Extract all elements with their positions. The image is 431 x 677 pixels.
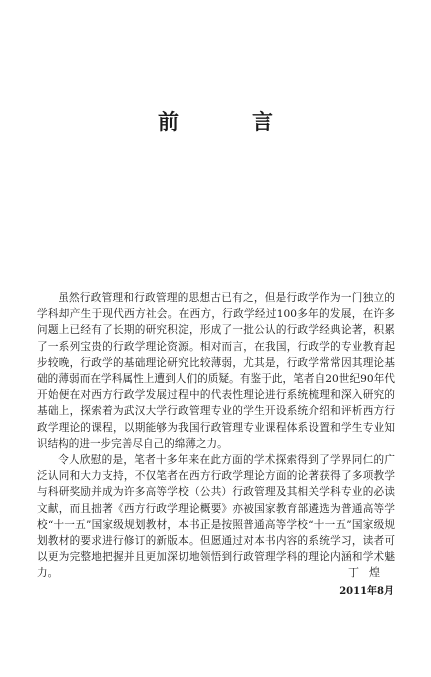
page-title: 前 言 <box>158 110 299 134</box>
paragraph-1: 虽然行政管理和行政管理的思想古已有之，但是行政学作为一门独立的学科却产生于现代西方社会。在西方，行政学经过100多年的发展，在许多问题上已经有了长期的研究积淀，形成了一批公认的行政学经典论著，积累了一系列宝贵的行政学理论资源。相对而言，在我国，行政学的专业教育起步较晚，行政学的基础理论研究比较薄弱，尤其是，行政学常常因其理论基础的薄弱而在学科属性上遭到人们的质疑。有鉴于此，笔者自20世纪90年代开始便在对西方行政学发展过程中的代表性理论进行系统梳理和深入研究的基础上，探索着为武汉大学行政管理专业的学生开设系统介绍和评析西方行政学理论的课程，以期能够为我国行政管理专业课程体系设置和学生专业知识结构的进一步完善尽自己的绵薄之力。 <box>37 292 395 450</box>
signature-block <box>339 564 394 600</box>
author-name: 丁煌 <box>348 566 390 579</box>
signature-date: 2011年8月 <box>339 586 394 597</box>
preface-body <box>37 290 395 582</box>
paragraph-2: 令人欣慰的是，笔者十多年来在此方面的学术探索得到了学界同仁的广泛认同和大力支持，不仅笔者在西方行政学理论方面的论著获得了多项教学与科研奖励并成为许多高等学校（公共）行政管理及其相关学科专业的必读文献，而且拙著《西方行政学理论概要》亦被国家教育部遴选为普通高等学校“十一五”国家级规划教材，本书正是按照普通高等学校“十一五”国家级规划教材的要求进行修订的新版本。但愿通过对本书内容的系统学习，读者可以更为完整地把握并且更加深切地领悟到行政管理学科的理论内涵和学术魅力。 <box>37 454 395 580</box>
